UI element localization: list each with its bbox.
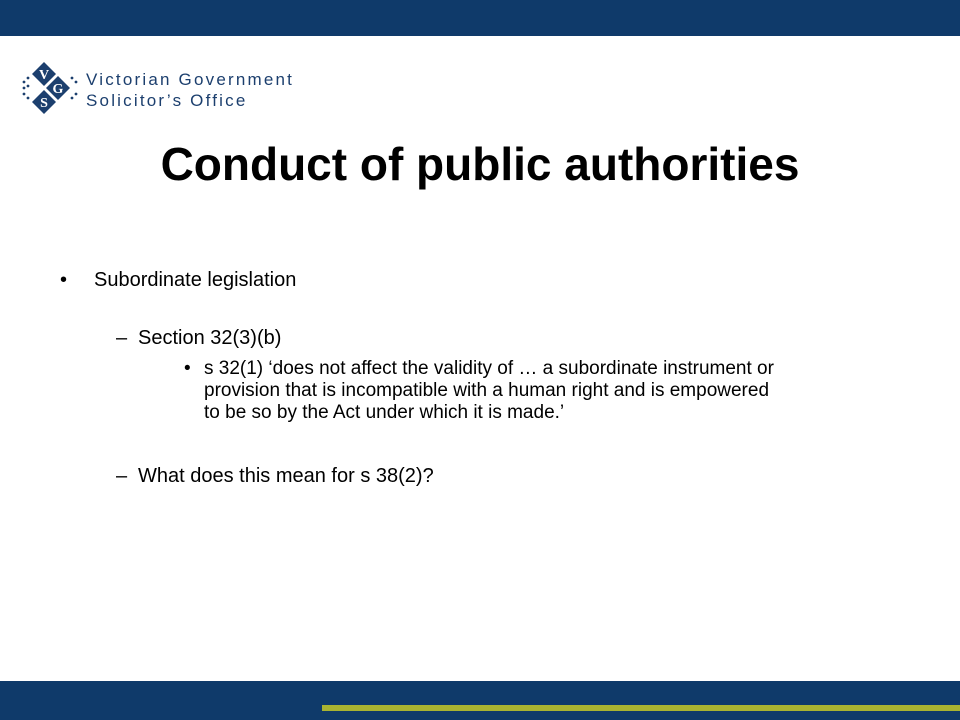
vgso-logo [18, 58, 295, 122]
organization-name-line1: Victorian Government [86, 70, 295, 89]
logo-letter-g: G [52, 82, 64, 97]
bullet-dot-icon: • [60, 269, 68, 291]
bottom-banner [0, 681, 960, 720]
nested-bullet-text [204, 358, 954, 424]
slide-title: Conduct of public authorities [160, 138, 800, 190]
organization-name-line2: Solicitor’s Office [86, 91, 248, 110]
bullet-text: Subordinate legislation [94, 269, 297, 291]
nested-bullet-line: provision that is incompatible with a human right and is empowered [204, 380, 770, 401]
logo-letter-s: S [40, 96, 48, 111]
organization-name [86, 70, 294, 112]
dash-icon: – [116, 465, 128, 487]
logo-letter-v: V [38, 68, 50, 83]
sub-bullet-text: Section 32(3)(b) [138, 327, 282, 349]
vgso-emblem-icon [18, 58, 82, 122]
nested-bullet-line: s 32(1) ‘does not affect the validity of … a subordinate instrument or [204, 358, 774, 379]
sub-bullet-text: What does this mean for s 38(2)? [138, 465, 434, 487]
top-banner [0, 0, 960, 36]
nested-bullet-line: to be so by the Act under which it is made.’ [204, 402, 565, 423]
small-bullet-dot-icon: • [184, 358, 191, 379]
dash-icon: – [116, 327, 128, 349]
accent-stripe [322, 705, 960, 711]
